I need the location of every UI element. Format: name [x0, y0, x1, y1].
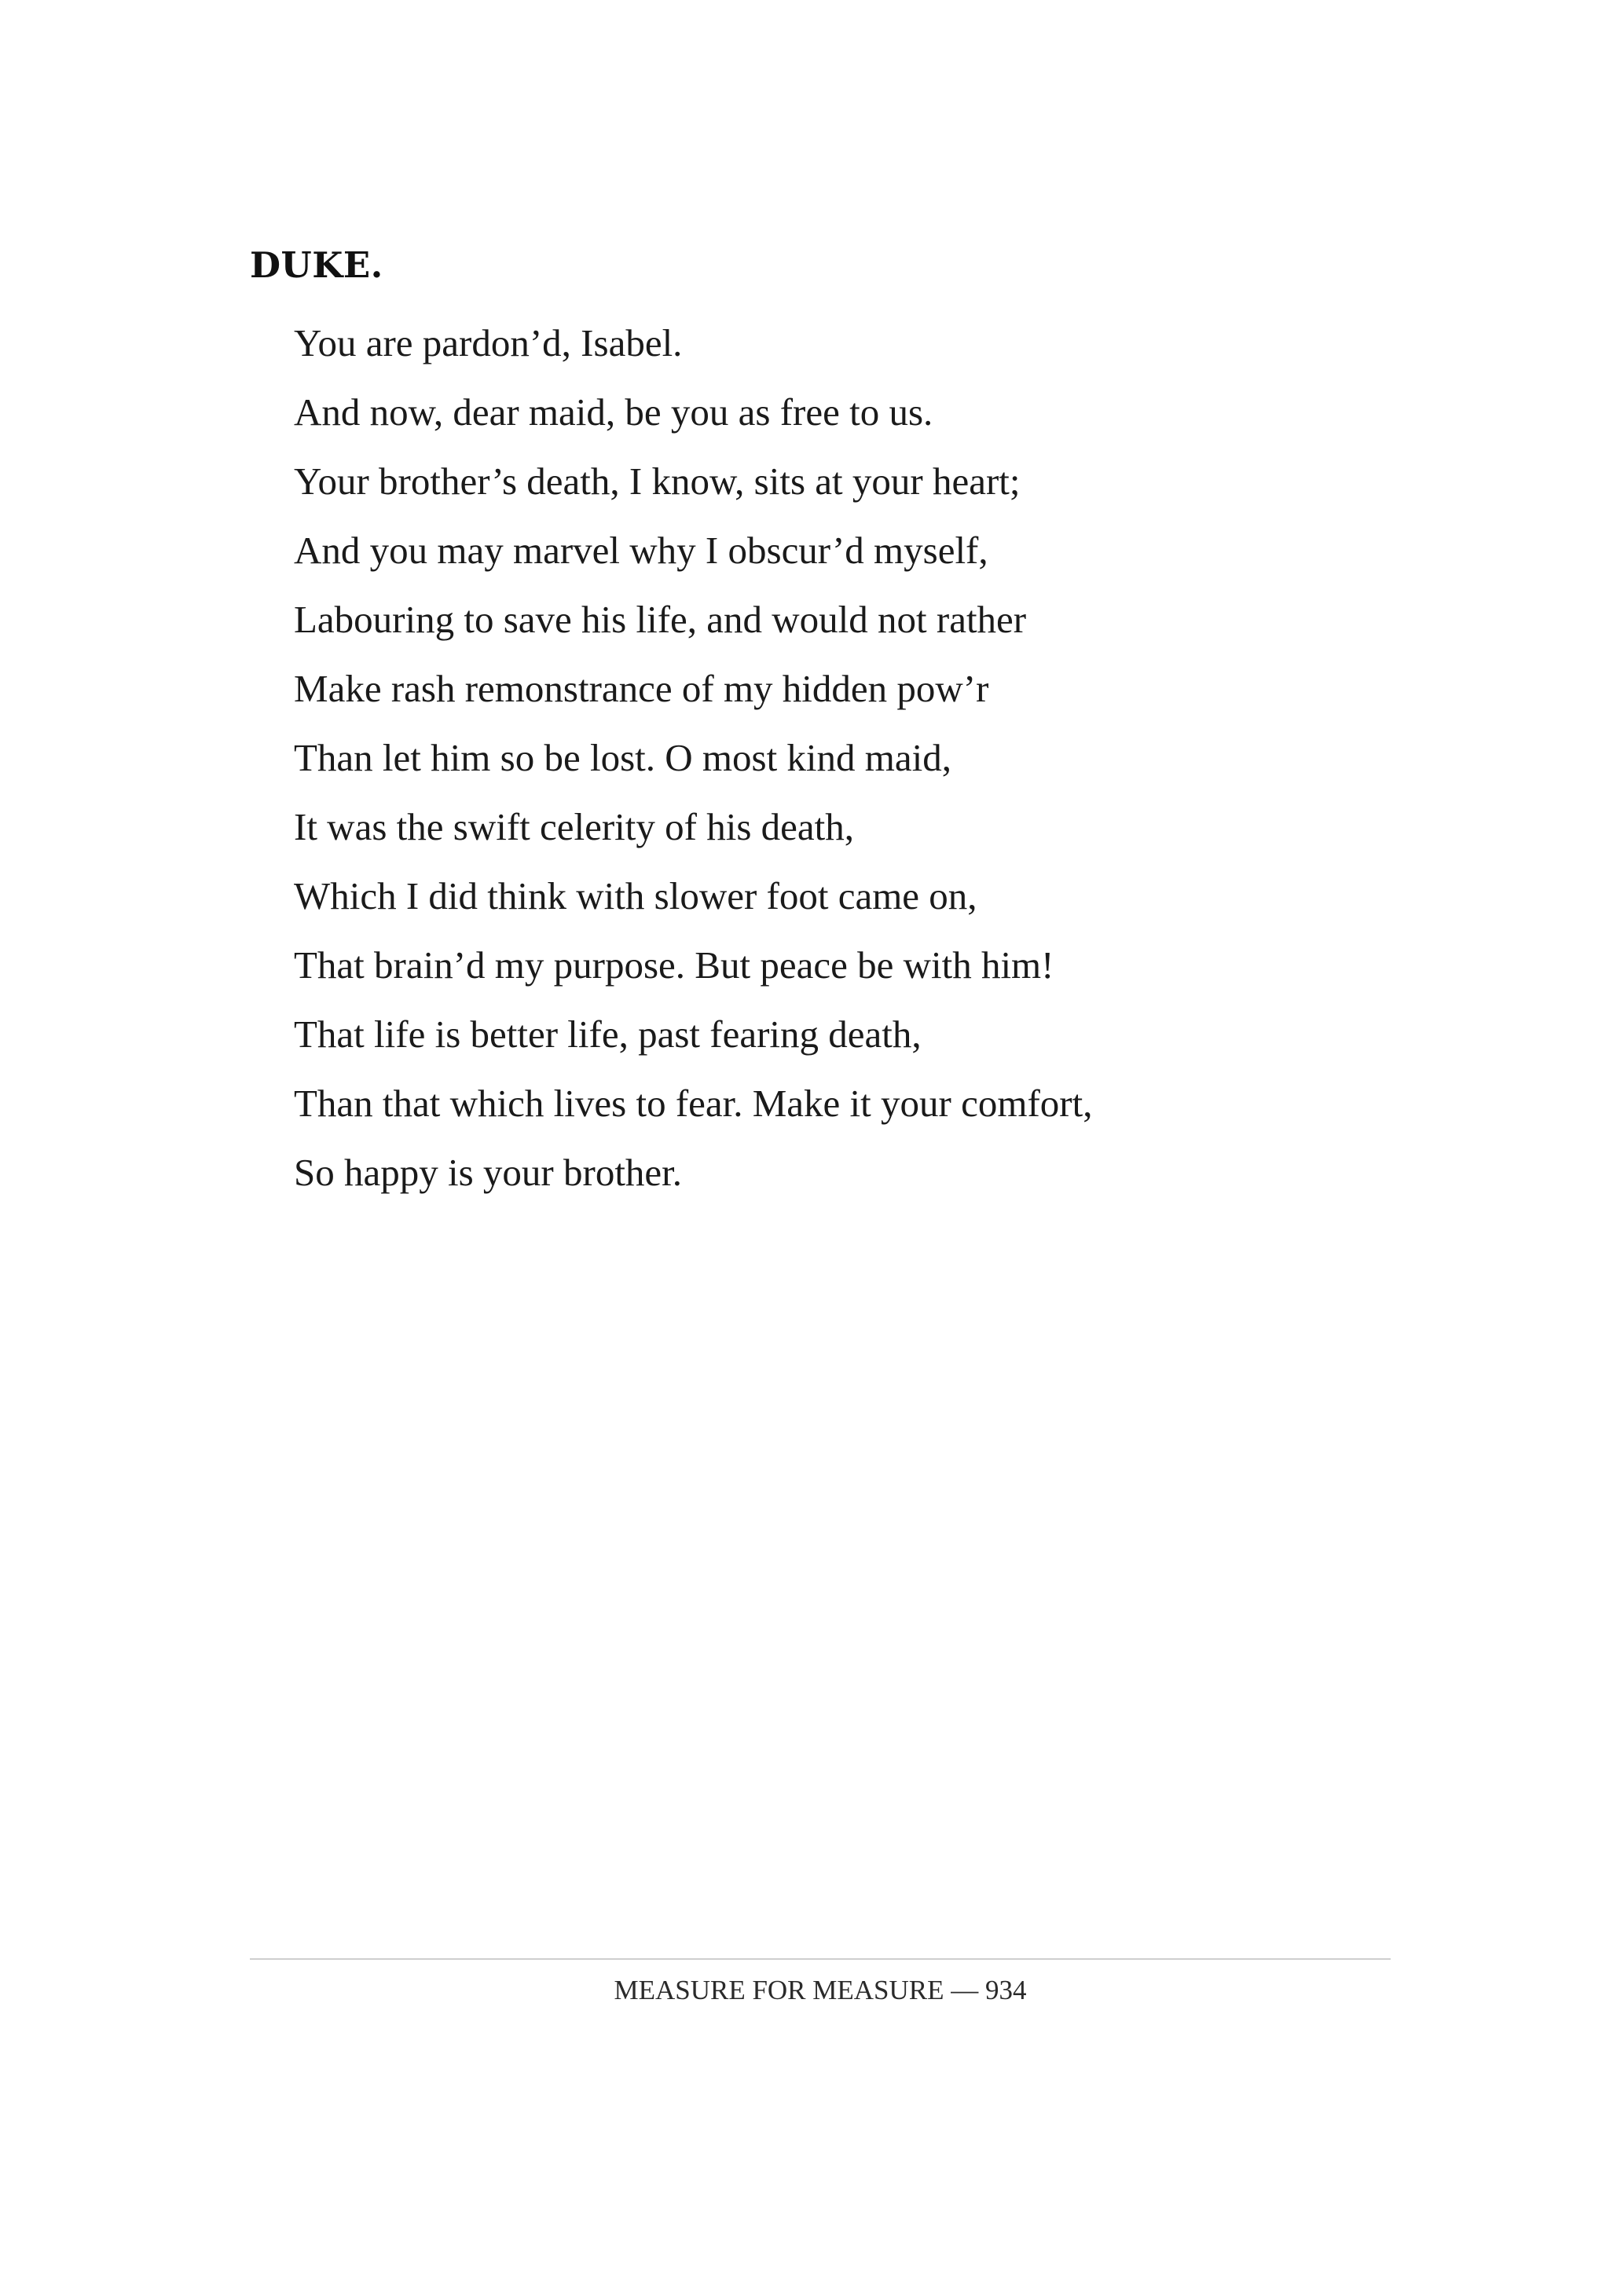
speaker-name: DUKE.: [250, 244, 383, 286]
verse-line: Make rash remonstrance of my hidden pow’r: [294, 667, 989, 710]
footer-divider: [250, 1958, 1391, 1960]
verse-line: Labouring to save his life, and would not rather: [294, 598, 1027, 641]
verse-block: [294, 309, 1092, 1207]
verse-line: Which I did think with slower foot came on,: [294, 874, 977, 917]
verse-line: And you may marvel why I obscur’d myself,: [294, 529, 988, 572]
verse-line: Your brother’s death, I know, sits at your heart;: [294, 460, 1021, 503]
verse-line: And now, dear maid, be you as free to us.: [294, 390, 933, 434]
verse-line: You are pardon’d, Isabel.: [294, 321, 683, 364]
verse-line: Than let him so be lost. O most kind maid,: [294, 736, 952, 779]
verse-line: That brain’d my purpose. But peace be with him!: [294, 943, 1054, 987]
running-footer: MEASURE FOR MEASURE — 934: [614, 1975, 1027, 2005]
verse-line: It was the swift celerity of his death,: [294, 805, 855, 848]
verse-line: Than that which lives to fear. Make it your comfort,: [294, 1082, 1093, 1125]
verse-line: So happy is your brother.: [294, 1151, 683, 1194]
verse-line: That life is better life, past fearing death,: [294, 1013, 922, 1056]
